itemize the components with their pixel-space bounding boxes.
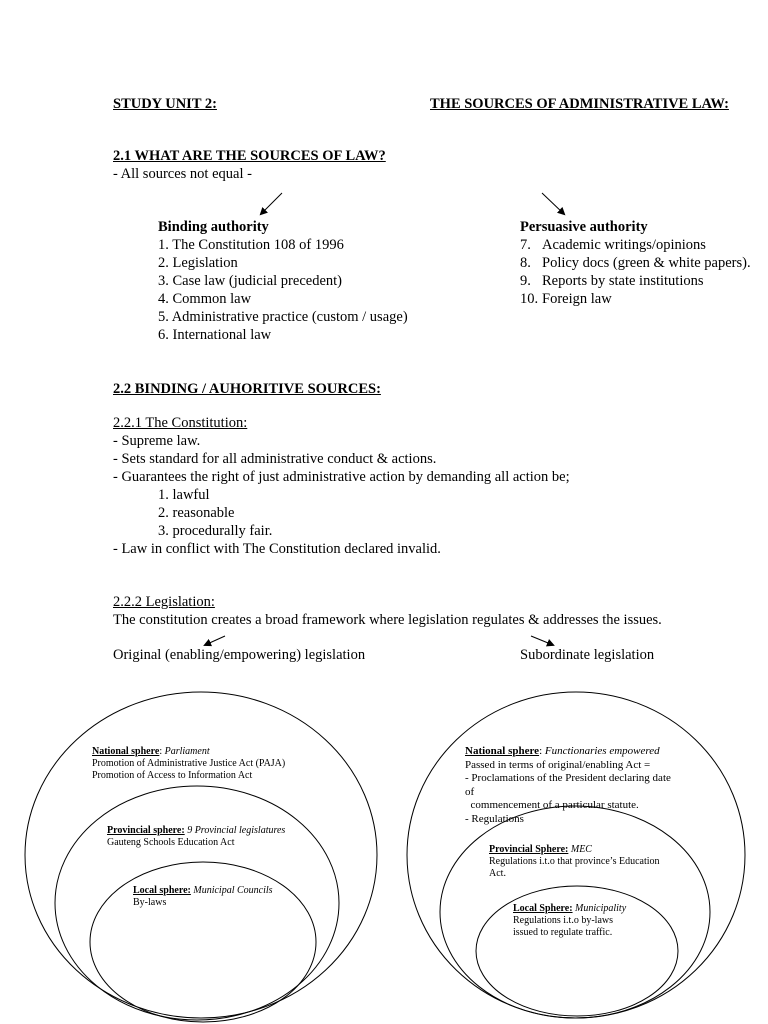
constitution-point: - Law in conflict with The Constitution declared invalid.: [113, 541, 441, 557]
right-national-text: [465, 745, 671, 826]
constitution-point: - Guarantees the right of just administrative action by demanding all action be;: [113, 469, 570, 485]
left-national-text: [92, 746, 285, 782]
constitution-point: - Supreme law.: [113, 433, 201, 449]
left-national-line: Promotion of Administrative Justice Act (PAJA): [92, 758, 286, 769]
left-provincial-line: Gauteng Schools Education Act: [107, 837, 235, 848]
left-local-text: [133, 885, 273, 909]
constitution-subpoint: 2. reasonable: [158, 505, 235, 521]
right-local-who: Municipality: [572, 903, 627, 914]
left-local-label: Local sphere:: [133, 885, 191, 896]
right-national-line: commencement of a particular statute.: [465, 799, 639, 811]
arrow-to-original: [205, 636, 225, 645]
constitution-subpoint: 1. lawful: [158, 487, 210, 503]
subordinate-legislation-label: Subordinate legislation: [520, 647, 655, 663]
right-provincial-line: Regulations i.t.o that province’s Education: [489, 856, 660, 867]
left-local-who: Municipal Councils: [190, 885, 273, 896]
persuasive-item-text: Academic writings/opinions: [542, 237, 706, 253]
right-national-line: - Regulations: [465, 812, 524, 825]
left-provincial-text: [107, 825, 285, 849]
left-national-sep: :: [159, 746, 165, 757]
persuasive-authority-title: Persuasive authority: [520, 219, 648, 235]
right-provincial-label: Provincial Sphere:: [489, 844, 569, 855]
right-national-sep: :: [539, 745, 545, 757]
right-provincial-who: MEC: [568, 844, 592, 855]
right-local-line: Regulations i.t.o by-laws: [513, 915, 613, 926]
left-national-label: National sphere: [92, 746, 160, 757]
constitution-point: - Sets standard for all administrative conduct & actions.: [113, 451, 437, 467]
study-unit-label: STUDY UNIT 2:: [113, 96, 217, 112]
left-provincial-who: 9 Provincial legislatures: [184, 825, 286, 836]
constitution-subpoint: 3. procedurally fair.: [158, 523, 273, 539]
right-local-label: Local Sphere:: [513, 903, 573, 914]
section-2-1-heading: 2.1 WHAT ARE THE SOURCES OF LAW?: [113, 148, 386, 164]
right-national-line: - Proclamations of the President declaring date: [465, 772, 671, 784]
right-national-line: Passed in terms of original/enabling Act =: [465, 758, 651, 771]
binding-item: 1. The Constitution 108 of 1996: [158, 237, 344, 253]
arrow-to-persuasive: [542, 193, 564, 214]
legislation-intro: The constitution creates a broad framework where legislation regulates & addresses the issues.: [113, 612, 662, 628]
section-2-2-heading: 2.2 BINDING / AUHORITIVE SOURCES:: [113, 381, 381, 397]
persuasive-item-text: Reports by state institutions: [542, 273, 704, 289]
arrow-to-subordinate: [531, 636, 553, 645]
binding-item: 5. Administrative practice (custom / usage): [158, 309, 408, 325]
left-local-line: By-laws: [133, 897, 167, 908]
right-national-line: of: [465, 785, 475, 798]
persuasive-item-number: 9.: [520, 273, 531, 289]
left-provincial-label: Provincial sphere:: [107, 825, 185, 836]
constitution-heading: 2.2.1 The Constitution:: [113, 415, 248, 431]
right-local-line: issued to regulate traffic.: [513, 927, 613, 938]
binding-item: 3. Case law (judicial precedent): [158, 273, 342, 289]
persuasive-item-number: 10.: [520, 291, 539, 307]
right-local-text: [513, 903, 626, 939]
persuasive-item-number: 7.: [520, 237, 531, 253]
binding-item: 4. Common law: [158, 291, 252, 307]
sources-note: - All sources not equal -: [113, 166, 252, 182]
left-national-circle: [25, 692, 377, 1018]
page-title: THE SOURCES OF ADMINISTRATIVE LAW:: [430, 96, 729, 112]
persuasive-item-text: Foreign law: [542, 291, 612, 307]
binding-authority-title: Binding authority: [158, 219, 269, 235]
right-provincial-text: [489, 844, 660, 880]
original-legislation-label: Original (enabling/empowering) legislation: [113, 647, 366, 663]
persuasive-item-text: Policy docs (green & white papers).: [542, 255, 751, 271]
right-national-who: Functionaries empowered: [544, 745, 660, 757]
legislation-heading: 2.2.2 Legislation:: [113, 594, 215, 610]
persuasive-item-number: 8.: [520, 255, 531, 271]
right-national-label: National sphere: [465, 745, 540, 757]
left-national-who: Parliament: [164, 746, 210, 757]
binding-item: 2. Legislation: [158, 255, 238, 271]
binding-item: 6. International law: [158, 327, 272, 343]
arrow-to-binding: [261, 193, 282, 214]
right-provincial-line: Act.: [489, 868, 506, 879]
left-national-line: Promotion of Access to Information Act: [92, 770, 253, 781]
